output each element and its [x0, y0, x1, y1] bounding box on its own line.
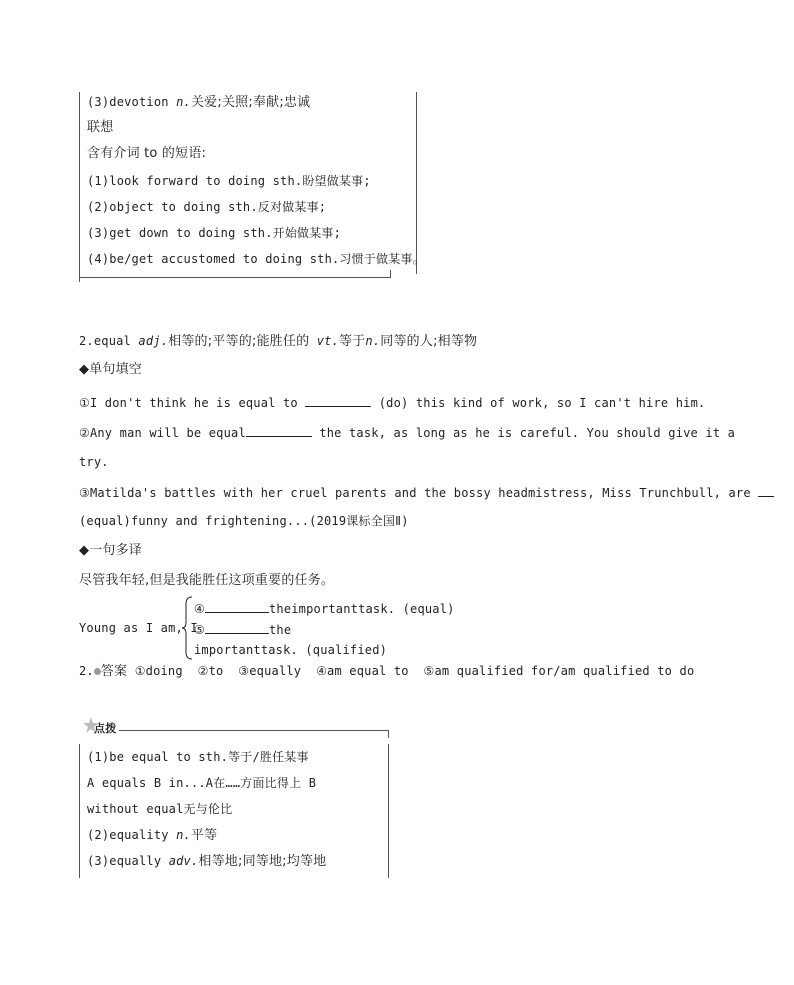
- devotion-word: (3)devotion: [87, 95, 169, 109]
- tip-meaning: 平等: [190, 828, 218, 843]
- question-text: ②Any man will be equal: [79, 426, 246, 440]
- box-border-bottom: [79, 277, 391, 278]
- pos-tag: n.: [365, 334, 381, 348]
- tip-word: (3)equally: [87, 854, 162, 868]
- phrase-2: (2)object to doing sth.反对做某事;: [87, 200, 327, 214]
- question-text: the task, as long as he is careful. You should give it a: [319, 426, 736, 440]
- answer-marker-icon: [94, 668, 101, 675]
- box-border-tick: [388, 730, 389, 738]
- answer-blank[interactable]: [205, 621, 269, 634]
- question-text: (do) this kind of work, so I can't hire him.: [378, 396, 706, 410]
- answer-number: 2.: [79, 664, 94, 678]
- circled-number: ⑤: [194, 623, 205, 637]
- pos-tag: n.: [176, 828, 191, 842]
- translation-option-5-cont: importanttask. (qualified): [194, 643, 388, 657]
- entry-meaning: 相等的;平等的;能胜任的: [168, 334, 310, 349]
- option-text: theimportanttask. (equal): [268, 602, 455, 616]
- tip-line-3: without equal无与伦比: [87, 802, 233, 816]
- entry-heading: [79, 333, 477, 350]
- translation-option-5: [194, 621, 291, 638]
- translation-prefix: Young as I am, I: [79, 621, 198, 635]
- phrase-intro: 含有介词 to 的短语:: [87, 146, 207, 161]
- answer-blank[interactable]: [305, 394, 371, 407]
- pos-tag: n.: [176, 95, 191, 109]
- question-3: [79, 484, 774, 501]
- tip-line-4: [87, 827, 217, 844]
- question-text: ①I don't think he is equal to: [79, 396, 298, 410]
- tip-line-2: A equals B in...A在……方面比得上 B: [87, 776, 317, 790]
- question-2: [79, 424, 735, 441]
- tip-word: (2)equality: [87, 828, 169, 842]
- box-border-left: [79, 92, 80, 282]
- box-border-tick: [390, 270, 391, 278]
- answer-blank[interactable]: [758, 484, 774, 497]
- question-text: ③Matilda's battles with her cruel parents and the bossy headmistress, Miss Trunchbull, are: [79, 486, 751, 500]
- question-2-cont: try.: [79, 455, 109, 469]
- association-label: 联想: [87, 120, 114, 135]
- answer-line: [79, 663, 694, 680]
- phrase-4: (4)be/get accustomed to doing sth.习惯于做某事。: [87, 252, 425, 266]
- answer-blank[interactable]: [205, 600, 269, 613]
- translation-sentence: 尽管我年轻,但是我能胜任这项重要的任务。: [79, 573, 335, 588]
- devotion-meaning: 关爱;关照;奉献;忠诚: [190, 95, 311, 110]
- tip-meaning: 相等地;同等地;均等地: [198, 854, 327, 869]
- pos-tag: adj.: [138, 334, 169, 348]
- tip-line-1: (1)be equal to sth.等于/胜任某事: [87, 750, 309, 764]
- question-1: [79, 394, 705, 411]
- question-3-cont: (equal)funny and frightening...(2019课标全国Ⅱ): [79, 514, 409, 528]
- entry-meaning: 等于: [339, 334, 366, 349]
- brace-icon: [181, 596, 193, 660]
- entry-meaning: 同等的人;相等物: [380, 334, 478, 349]
- entry-word: 2.equal: [79, 334, 131, 348]
- circled-number: ④: [194, 602, 205, 616]
- phrase-3: (3)get down to doing sth.开始做某事;: [87, 226, 342, 240]
- box-border-right: [388, 744, 389, 878]
- translation-title: ◆一句多译: [79, 543, 142, 558]
- tip-label: 点拨: [94, 722, 117, 735]
- pos-tag: adv.: [168, 854, 199, 868]
- box-border-right: [416, 92, 417, 274]
- option-text: the: [268, 623, 292, 637]
- devotion-line: [87, 94, 310, 111]
- fill-blank-title: ◆单句填空: [79, 362, 142, 377]
- box-border-top: [119, 730, 389, 731]
- answer-blank[interactable]: [246, 424, 312, 437]
- answer-text: ①doing ②to ③equally ④am equal to ⑤am qualified for/am qualified to do: [134, 664, 695, 678]
- translation-option-4: [194, 600, 455, 617]
- pos-tag: vt.: [316, 334, 340, 348]
- tip-line-5: [87, 853, 326, 870]
- phrase-1: (1)look forward to doing sth.盼望做某事;: [87, 174, 371, 188]
- answer-label: 答案: [100, 664, 128, 679]
- box-border-left: [79, 744, 80, 878]
